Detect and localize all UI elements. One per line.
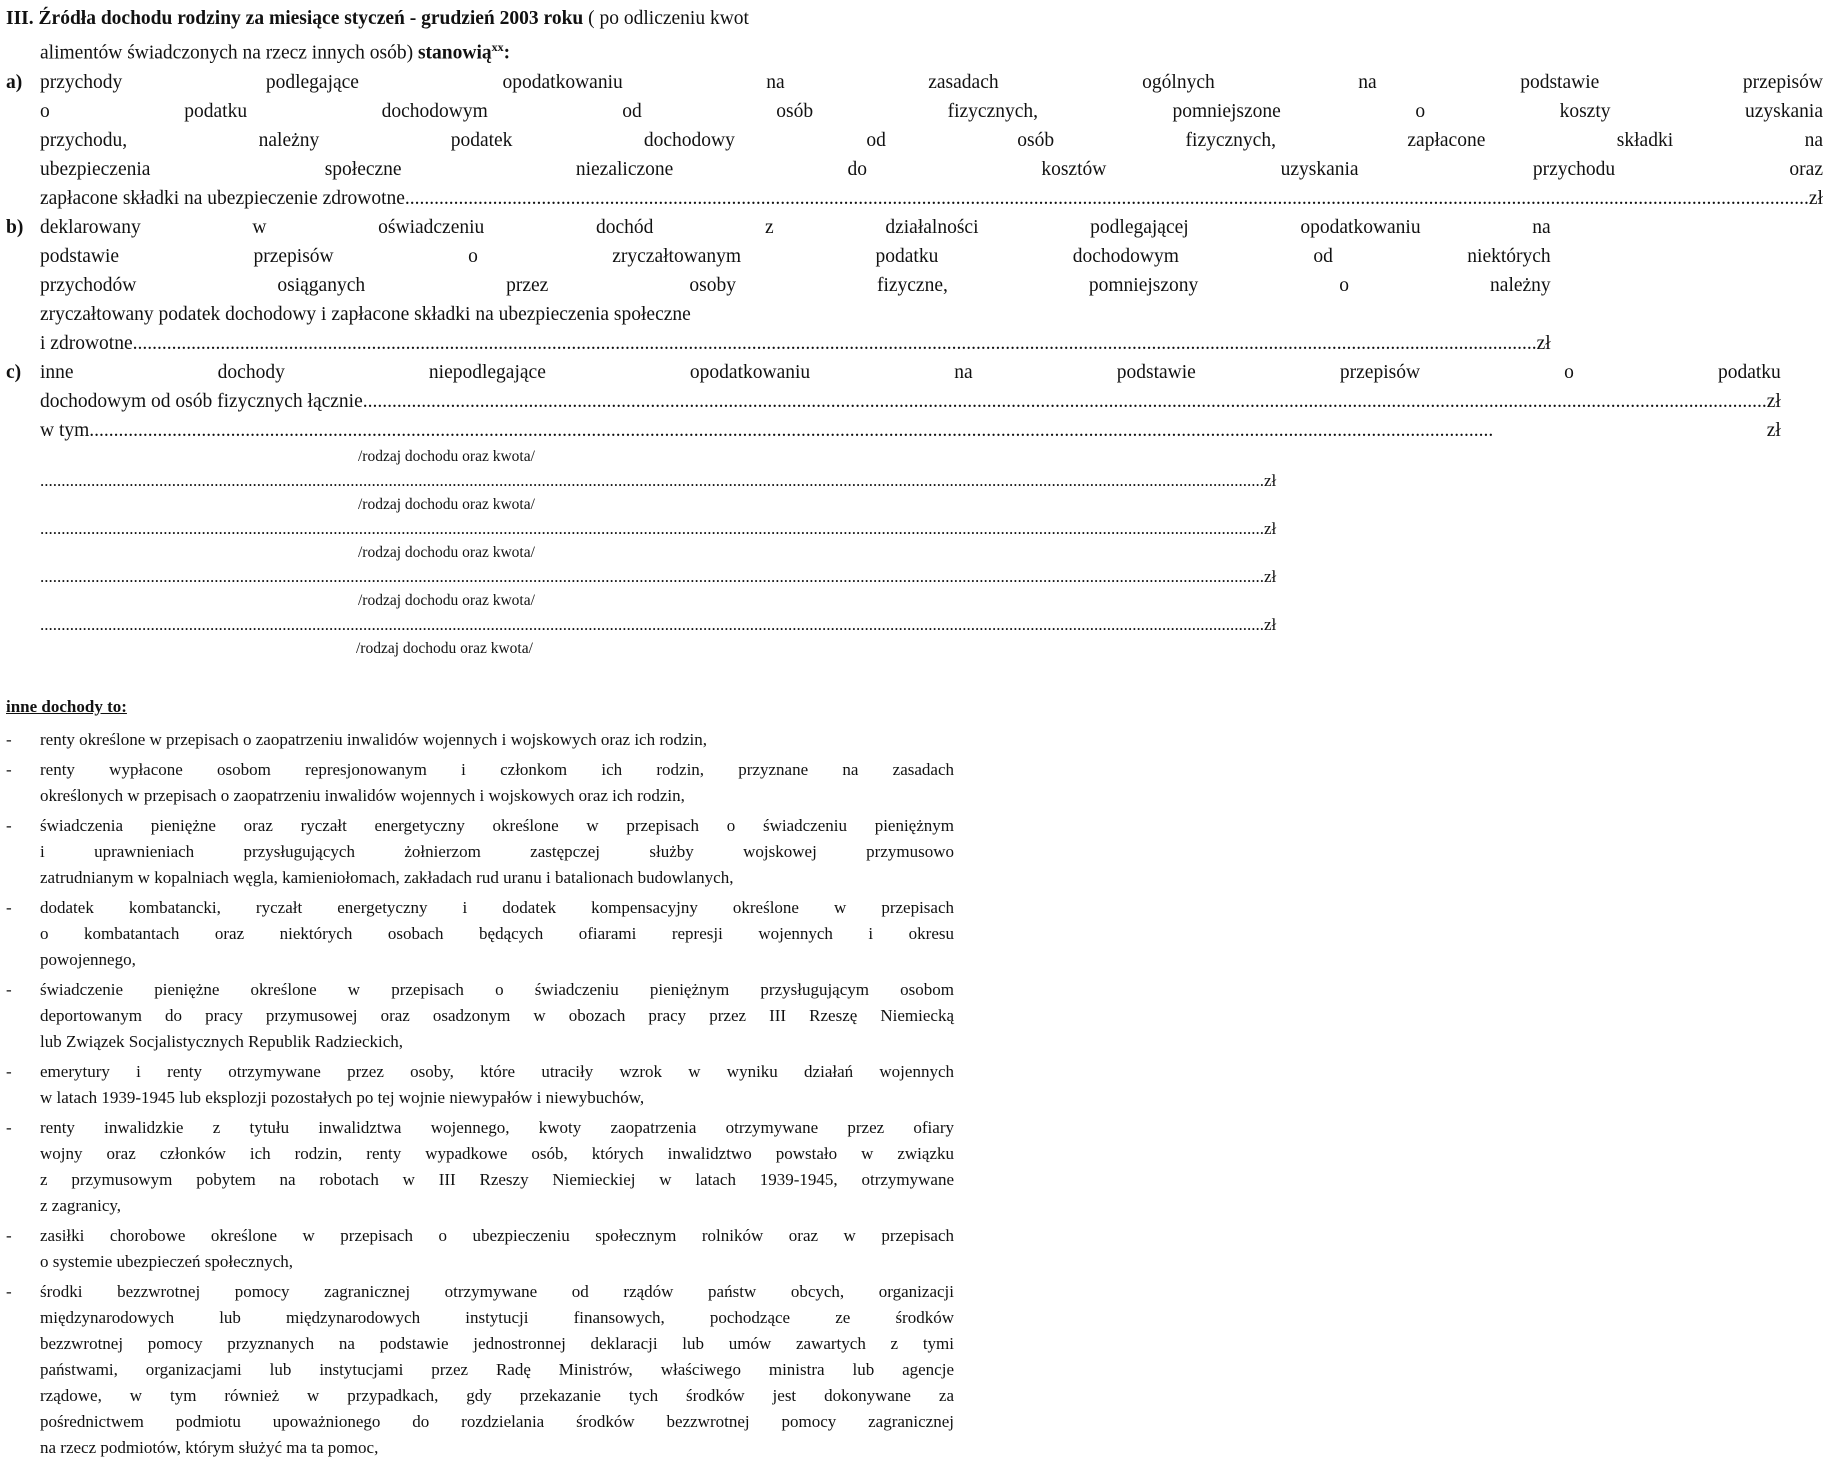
other-income-text — [40, 1059, 954, 1111]
other-income-line: świadczenia pieniężne oraz ryczałt energetyczny określone w przepisach o świadczeniu pieniężnym — [40, 815, 954, 835]
other-income-line: dodatek kombatancki, ryczałt energetyczny i dodatek kompensacyjny określone w przepisach — [40, 897, 954, 917]
section-number: III. — [6, 8, 34, 29]
other-income-line: międzynarodowych lub międzynarodowych instytucji finansowych, pochodzące ze środków — [40, 1307, 954, 1327]
other-income-item — [6, 1279, 954, 1461]
income-type-caption: /rodzaj dochodu oraz kwota/ — [358, 543, 535, 561]
item-b-letter: b) — [6, 216, 24, 238]
income-type-field[interactable] — [40, 517, 1264, 541]
item-a-last-text: zapłacone składki na ubezpieczenie zdrowotne — [40, 187, 405, 209]
item-b-line: zryczałtowany podatek dochodowy i zapłacone składki na ubezpieczenia społeczne — [40, 303, 691, 325]
item-b-line: deklarowany w oświadczeniu dochód z działalności podlegającej opodatkowaniu na — [40, 216, 1551, 238]
item-c-unit: zł — [1766, 390, 1781, 412]
other-income-list — [6, 727, 954, 1461]
section-title-continuation — [6, 33, 954, 68]
income-type-row — [6, 613, 1277, 637]
other-income-text — [40, 1279, 954, 1461]
other-income-item — [6, 1115, 954, 1219]
item-a-line: przychody podlegające opodatkowaniu na zasadach ogólnych na podstawie przepisów — [40, 71, 1823, 93]
other-income-line: zasiłki chorobowe określone w przepisach o ubezpieczeniu społecznym rolników oraz w przepisach — [40, 1225, 954, 1245]
other-income-line: wojny oraz członków ich rodzin, renty wypadkowe osób, których inwalidztwo powstało w związku — [40, 1143, 954, 1163]
section-title: Źródła dochodu rodziny za miesiące styczeń - grudzień 2003 roku — [38, 8, 584, 29]
item-a-body — [40, 68, 1823, 213]
list-dash: - — [6, 815, 12, 835]
item-a-letter: a) — [6, 71, 23, 93]
item-c-wtym-text: w tym — [40, 419, 90, 441]
income-type-field[interactable] — [40, 469, 1264, 493]
other-income-item — [6, 1059, 954, 1111]
item-c-wtym-line — [40, 416, 1781, 445]
income-type-field[interactable] — [40, 613, 1264, 637]
other-income-line: renty inwalidzkie z tytułu inwalidztwa wojennego, kwoty zaopatrzenia otrzymywane przez ofiary — [40, 1117, 954, 1137]
income-type-row — [6, 469, 1277, 493]
other-income-line: zatrudnianym w kopalniach węgla, kamieniołomach, zakładach rud uranu i batalionach budowlanych, — [40, 867, 734, 887]
other-income-line: określonych w przepisach o zaopatrzeniu inwalidów wojennych i wojskowych oraz ich rodzin, — [40, 785, 685, 805]
income-type-caption: /rodzaj dochodu oraz kwota/ — [358, 591, 535, 609]
item-b-amount-line — [40, 329, 1551, 358]
other-income-line: świadczenie pieniężne określone w przepisach o świadczeniu pieniężnym przysługującym osobom — [40, 979, 954, 999]
section-title-stanowia: stanowią — [413, 42, 492, 64]
other-income-line: deportowanym do pracy przymusowej oraz osadzonym w obozach pracy przez III Rzeszę Niemiecką — [40, 1005, 954, 1025]
other-income-text — [40, 977, 954, 1055]
list-dash: - — [6, 1281, 12, 1301]
income-type-field[interactable] — [40, 565, 1264, 589]
income-type-caption: /rodzaj dochodu oraz kwota/ — [356, 639, 533, 657]
income-type-unit: zł — [1264, 518, 1277, 538]
other-income-line: lub Związek Socjalistycznych Republik Radzieckich, — [40, 1031, 404, 1051]
other-income-line: na rzecz podmiotów, którym służyć ma ta pomoc, — [40, 1437, 379, 1457]
other-income-line: o systemie ubezpieczeń społecznych, — [40, 1251, 294, 1271]
item-b-body — [40, 213, 1551, 358]
other-income-line: państwami, organizacjami lub instytucjami przez Radę Ministrów, właściwego ministra lub agencje — [40, 1359, 954, 1379]
item-a-amount-line — [40, 184, 1823, 213]
other-income-line: z zagranicy, — [40, 1195, 122, 1215]
item-c-line: inne dochody niepodlegające opodatkowaniu na podstawie przepisów o podatku — [40, 361, 1781, 383]
section-title-rest: ( po odliczeniu kwot — [583, 8, 749, 29]
other-income-text — [40, 1115, 954, 1219]
other-income-text — [40, 727, 954, 753]
other-income-item — [6, 757, 954, 809]
footnote-mark: xx — [491, 40, 504, 54]
other-income-item — [6, 977, 954, 1055]
other-income-item — [6, 1223, 954, 1275]
income-type-caption: /rodzaj dochodu oraz kwota/ — [358, 447, 535, 465]
list-dash: - — [6, 1061, 12, 1081]
income-type-row — [6, 565, 1277, 589]
other-income-text — [40, 757, 954, 809]
item-c — [6, 358, 1781, 445]
item-c-total-text: dochodowym od osób fizycznych łącznie — [40, 390, 363, 412]
item-b-amount-field[interactable] — [133, 329, 1537, 358]
item-c-total-line — [40, 387, 1781, 416]
item-a-line: ubezpieczenia społeczne niezaliczone do kosztów uzyskania przychodu oraz — [40, 158, 1823, 180]
item-b — [6, 213, 1551, 358]
other-income-line: emerytury i renty otrzymywane przez osoby, które utraciły wzrok w wyniku działań wojennych — [40, 1061, 954, 1081]
item-a-line: przychodu, należny podatek dochodowy od osób fizycznych, zapłacone składki na — [40, 129, 1823, 151]
item-a-line: o podatku dochodowym od osób fizycznych, pomniejszone o koszty uzyskania — [40, 100, 1823, 122]
other-income-line: bezzwrotnej pomocy przyznanych na podstawie jednostronnej deklaracji lub umów zawartych z tymi — [40, 1333, 954, 1353]
other-income-text — [40, 895, 954, 973]
item-b-unit: zł — [1536, 332, 1551, 354]
other-income-text — [40, 813, 954, 891]
other-income-text — [40, 1223, 954, 1275]
item-c-body — [40, 358, 1781, 445]
other-income-line: o kombatantach oraz niektórych osobach będących ofiarami represji wojennych i okresu — [40, 923, 954, 943]
other-income-item — [6, 727, 954, 753]
income-type-unit: zł — [1264, 566, 1277, 586]
list-dash: - — [6, 729, 12, 749]
income-type-unit: zł — [1264, 470, 1277, 490]
section-heading — [6, 4, 954, 68]
list-dash: - — [6, 979, 12, 999]
income-type-caption: /rodzaj dochodu oraz kwota/ — [358, 495, 535, 513]
item-b-line: podstawie przepisów o zryczałtowanym podatku dochodowym od niektórych — [40, 245, 1551, 267]
other-income-line: w latach 1939-1945 lub eksplozji pozostałych po tej wojnie niewypałów i niewybuchów, — [40, 1087, 645, 1107]
item-c-unit: zł — [1766, 419, 1781, 441]
item-b-last-text: i zdrowotne — [40, 332, 133, 354]
other-income-line: pośrednictwem podmiotu upoważnionego do rozdzielania środków bezzwrotnej pomocy zagranicznej — [40, 1411, 954, 1431]
item-c-letter: c) — [6, 361, 22, 383]
section-colon: : — [503, 42, 511, 64]
other-income-line: i uprawnieniach przysługujących żołnierzom zastępczej służby wojskowej przymusowo — [40, 841, 954, 861]
other-income-line: z przymusowym pobytem na robotach w III Rzeszy Niemieckiej w latach 1939-1945, otrzymywane — [40, 1169, 954, 1189]
item-a-amount-field[interactable] — [405, 184, 1809, 213]
other-income-line: rządowe, w tym również w przypadkach, gdy przekazanie tych środków jest dokonywane za — [40, 1385, 954, 1405]
other-income-line: powojennego, — [40, 949, 136, 969]
list-dash: - — [6, 1225, 12, 1245]
other-income-line: środki bezzwrotnej pomocy zagranicznej otrzymywane od rządów państw obcych, organizacji — [40, 1281, 954, 1301]
income-type-unit: zł — [1264, 614, 1277, 634]
item-a-unit: zł — [1808, 187, 1823, 209]
item-b-line: przychodów osiąganych przez osoby fizyczne, pomniejszony o należny — [40, 274, 1551, 296]
other-income-item — [6, 895, 954, 973]
item-c-total-field[interactable] — [363, 387, 1767, 416]
other-income-heading: inne dochody to: — [6, 696, 127, 716]
item-a — [6, 68, 1823, 213]
section-title-cont-text: alimentów świadczonych na rzecz innych osób) — [40, 42, 414, 64]
income-type-row — [6, 517, 1277, 541]
list-dash: - — [6, 759, 12, 779]
list-dash: - — [6, 897, 12, 917]
item-c-wtym-field[interactable] — [89, 416, 1766, 445]
other-income-line: renty wypłacone osobom represjonowanym i członkom ich rodzin, przyznane na zasadach — [40, 759, 954, 779]
other-income-item — [6, 813, 954, 891]
other-income-line: renty określone w przepisach o zaopatrzeniu inwalidów wojennych i wojskowych oraz ich rodzin, — [40, 729, 708, 749]
list-dash: - — [6, 1117, 12, 1137]
